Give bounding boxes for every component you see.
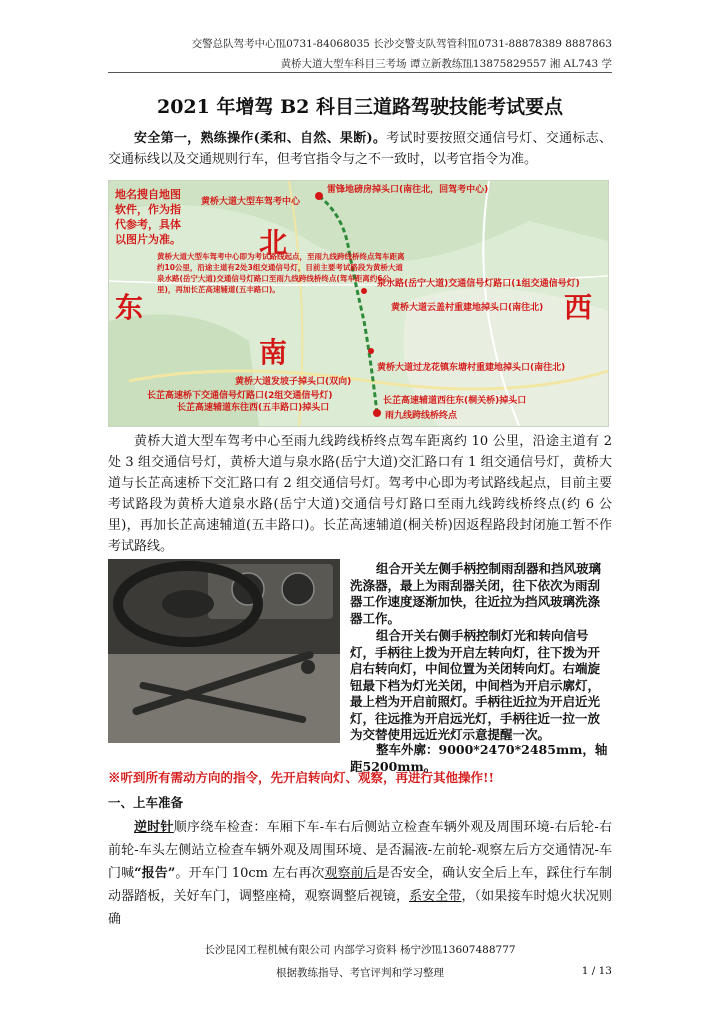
map-direction-west: 西 bbox=[564, 291, 593, 324]
route-paragraph: 黄桥大道大型车驾考中心至雨九线跨线桥终点驾车距离约 10 公里，沿途主道有 2 处 3 组交通信号灯，黄桥大道与泉水路(岳宁大道)交汇路口有 1 组交通信号灯，黄桥大道与长芷高速桥下交汇路口有 2 组交通信号灯。驾考中心即为考试路线起点，目前主要考试路段为黄桥大道泉水路(岳宁大道)交通信号灯路口至雨九线跨线桥终点(约 6 公里)，再加长芷高速辅道(五丰路口)。长芷高速辅道(桐关桥)因返程路段封闭施工暂不作考试路线。 bbox=[108, 434, 612, 554]
intro-text: 考试时要按照交通信号灯、交通标志、交通标线以及交通规则行车，但考官指令与之不一致时，以考官指令为准。 bbox=[108, 131, 612, 167]
map-label-yungai-uturn: 黄桥大道云盖村重建地掉头口(南往北) bbox=[391, 303, 544, 313]
preparation-text-b: 。开车门 10cm 左右再次 bbox=[175, 866, 325, 881]
section-heading-preparation: 一、上车准备 bbox=[108, 795, 184, 810]
map-direction-east: 东 bbox=[115, 291, 144, 324]
map-label-wufeng-uturn: 长芷高速辅道东往西(五丰路口)掉头口 bbox=[177, 403, 330, 413]
map-label-route-end: 雨九线跨线桥终点 bbox=[385, 411, 458, 421]
footer-source-line: 根据教练指导、考官评判和学习整理 bbox=[276, 967, 444, 979]
header-instructor-line: 黄桥大道大型车科目三考场 谭立新教练℡13875829557 湘 AL743 学 bbox=[280, 58, 612, 70]
cab-controls-photo bbox=[108, 559, 340, 743]
right-stalk-description: 组合开关右侧手柄控制灯光和转向信号灯，手柄往上拨为开启左转向灯，往下拨为开启右转向灯，中间位置为关闭转向灯。右端旋钮最下档为灯光关闭，中间档为开启示廓灯，最上档为开启前照灯。手柄往近拉为开启近光灯，往远推为开启远光灯，手柄往近一拉一放为交替使用远近光灯示意提醒一次。 bbox=[350, 628, 601, 742]
steering-wheel-illustration bbox=[108, 559, 340, 743]
map-label-tongguan-uturn: 长芷高速辅道西往东(桐关桥)掉头口 bbox=[383, 396, 527, 406]
footer-company-line: 长沙昆冈工程机械有限公司 内部学习资料 杨宁沙℡13607488777 bbox=[204, 944, 516, 956]
left-stalk-description: 组合开关左侧手柄控制雨刮器和挡风玻璃洗涤器，最上为雨刮器关闭，往下依次为雨刮器工作速度逐渐加快，往近拉为挡风玻璃洗涤器工作。 bbox=[350, 561, 602, 626]
report-emphasis: “报告” bbox=[134, 866, 176, 881]
map-label-exam-center: 黄桥大道大型车驾考中心 bbox=[201, 197, 301, 207]
seatbelt-emphasis: 系安全带 bbox=[409, 889, 462, 904]
intro-paragraph bbox=[108, 128, 612, 170]
map-disclaimer: 地名搜自地图软件，作为指代参考，具体以图片为准。 bbox=[115, 188, 181, 246]
map-label-fanpo-uturn: 黄桥大道发坡子掉头口(双向) bbox=[235, 377, 352, 387]
map-direction-south: 南 bbox=[259, 336, 288, 369]
header-divider bbox=[108, 72, 612, 73]
preparation-text-a: 顺序绕车检查：车厢下车-车右后侧站立检查车辆外观及周围环境-右后轮-右前轮-车头左侧站立检查车辆外观及周围环境、是否漏液-左前轮-观察左后方交通情况-车门喊 bbox=[108, 820, 612, 881]
page-number: 1 / 13 bbox=[581, 965, 612, 977]
map-direction-north: 北 bbox=[259, 226, 288, 259]
intro-bold: 安全第一，熟练操作(柔和、自然、果断)。 bbox=[134, 131, 387, 146]
turn-signal-warning: ※听到所有需动方向的指令，先开启转向灯、观察，再进行其他操作!! bbox=[108, 770, 494, 785]
preparation-paragraph bbox=[108, 816, 612, 931]
counterclockwise-emphasis: 逆时针 bbox=[134, 820, 174, 835]
route-map bbox=[108, 180, 609, 427]
map-label-leifeng-uturn: 雷锋地磅房掉头口(南往北，回驾考中心) bbox=[327, 185, 489, 195]
map-label-quanshui-junction: 泉水路(岳宁大道)交通信号灯路口(1组交通信号灯) bbox=[377, 279, 580, 289]
vehicle-dimensions: 整车外廓：9000*2470*2485mm，轴距5200mm。 bbox=[350, 742, 608, 774]
preparation-text-d: ，（如果接车时熄火状况则确 bbox=[108, 889, 612, 927]
preparation-text-c: 是否安全，确认安全后上车，踩住行车制动器踏板，关好车门，调整座椅，观察调整后视镜， bbox=[108, 866, 612, 904]
map-label-expressway-signal: 长芷高速桥下交通信号灯路口(2组交通信号灯) bbox=[147, 391, 333, 401]
map-route-note: 黄桥大道大型车驾考中心即为考试路线起点，至雨九线跨线桥终点驾车距离约10公里，沿途主道有2处3组交通信号灯，目前主要考试路段为黄桥大道泉水路(岳宁大道)交通信号灯路口至雨九线跨线桥终点(驾车距离约6公里)，再加长芷高速辅道(五丰路口)。 bbox=[157, 252, 405, 294]
page-title: 2021 年增驾 B2 科目三道路驾驶技能考试要点 bbox=[156, 96, 563, 118]
map-label-donghua-uturn: 黄桥大道过龙花镇东塘村重建地掉头口(南往北) bbox=[377, 363, 566, 373]
header-contact-line: 交警总队驾考中心℡0731-84068035 长沙交警支队驾管科℡0731-88878389 8887863 bbox=[191, 38, 612, 50]
observe-emphasis: 观察前后 bbox=[324, 866, 377, 881]
